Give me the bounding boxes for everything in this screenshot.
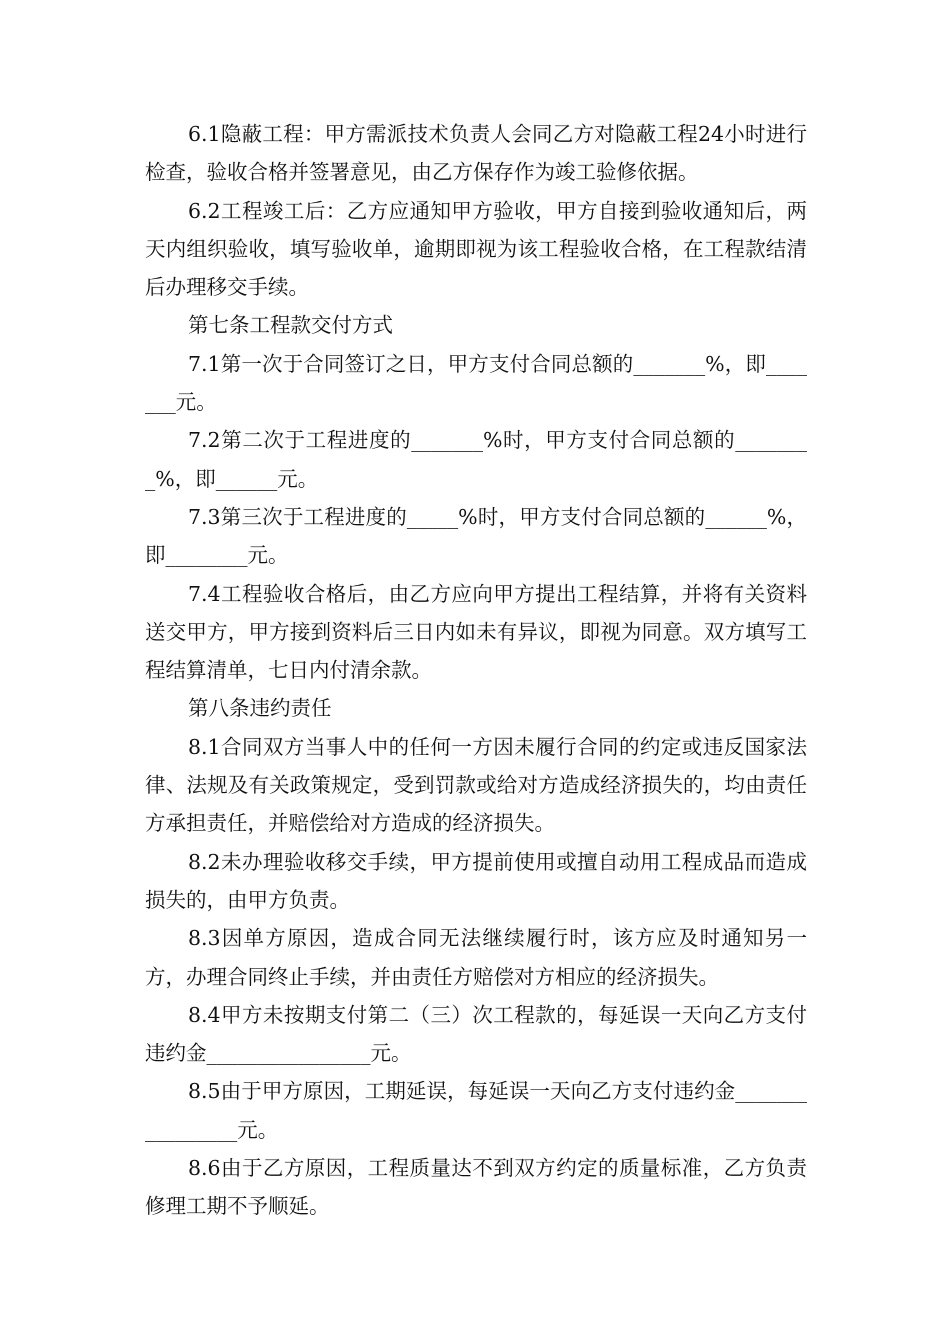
clause-6-1: 6.1隐蔽工程：甲方需派技术负责人会同乙方对隐蔽工程24小时进行检查，验收合格并签署意见，由乙方保存作为竣工验修依据。: [145, 122, 807, 185]
clause-6-2: 6.2工程竣工后：乙方应通知甲方验收，甲方自接到验收通知后，两天内组织验收，填写验收单，逾期即视为该工程验收合格，在工程款结清后办理移交手续。: [145, 198, 807, 300]
article-8-heading: 第八条违约责任: [188, 696, 332, 721]
clause-7-2: 7.2第二次于工程进度的_______%时，甲方支付合同总额的________%，即______元。: [145, 428, 807, 491]
clause-8-1: 8.1合同双方当事人中的任何一方因未履行合同的约定或违反国家法律、法规及有关政策规定，受到罚款或给对方造成经济损失的，均由责任方承担责任，并赔偿给对方造成的经济损失。: [145, 734, 807, 836]
document-body: [145, 115, 807, 1226]
clause-8-3: 8.3因单方原因，造成合同无法继续履行时，该方应及时通知另一方，办理合同终止手续，并由责任方赔偿对方相应的经济损失。: [145, 926, 807, 989]
article-7-heading: 第七条工程款交付方式: [188, 313, 393, 338]
clause-7-1: 7.1第一次于合同签订之日，甲方支付合同总额的_______%，即_______元。: [145, 351, 807, 415]
clause-8-4: 8.4甲方未按期支付第二（三）次工程款的，每延误一天向乙方支付违约金________________元。: [145, 1002, 807, 1066]
clause-7-4: 7.4工程验收合格后，由乙方应向甲方提出工程结算，并将有关资料送交甲方，甲方接到资料后三日内如未有异议，即视为同意。双方填写工程结算清单，七日内付清余款。: [145, 581, 807, 683]
clause-8-2: 8.2未办理验收移交手续，甲方提前使用或擅自动用工程成品而造成损失的，由甲方负责。: [145, 849, 807, 912]
clause-8-6: 8.6由于乙方原因，工程质量达不到双方约定的质量标准，乙方负责修理工期不予顺延。: [145, 1156, 807, 1219]
clause-7-3: 7.3第三次于工程进度的_____%时，甲方支付合同总额的______%，即________元。: [145, 504, 807, 568]
clause-8-5: 8.5由于甲方原因，工期延误，每延误一天向乙方支付违约金________________元。: [145, 1079, 807, 1142]
